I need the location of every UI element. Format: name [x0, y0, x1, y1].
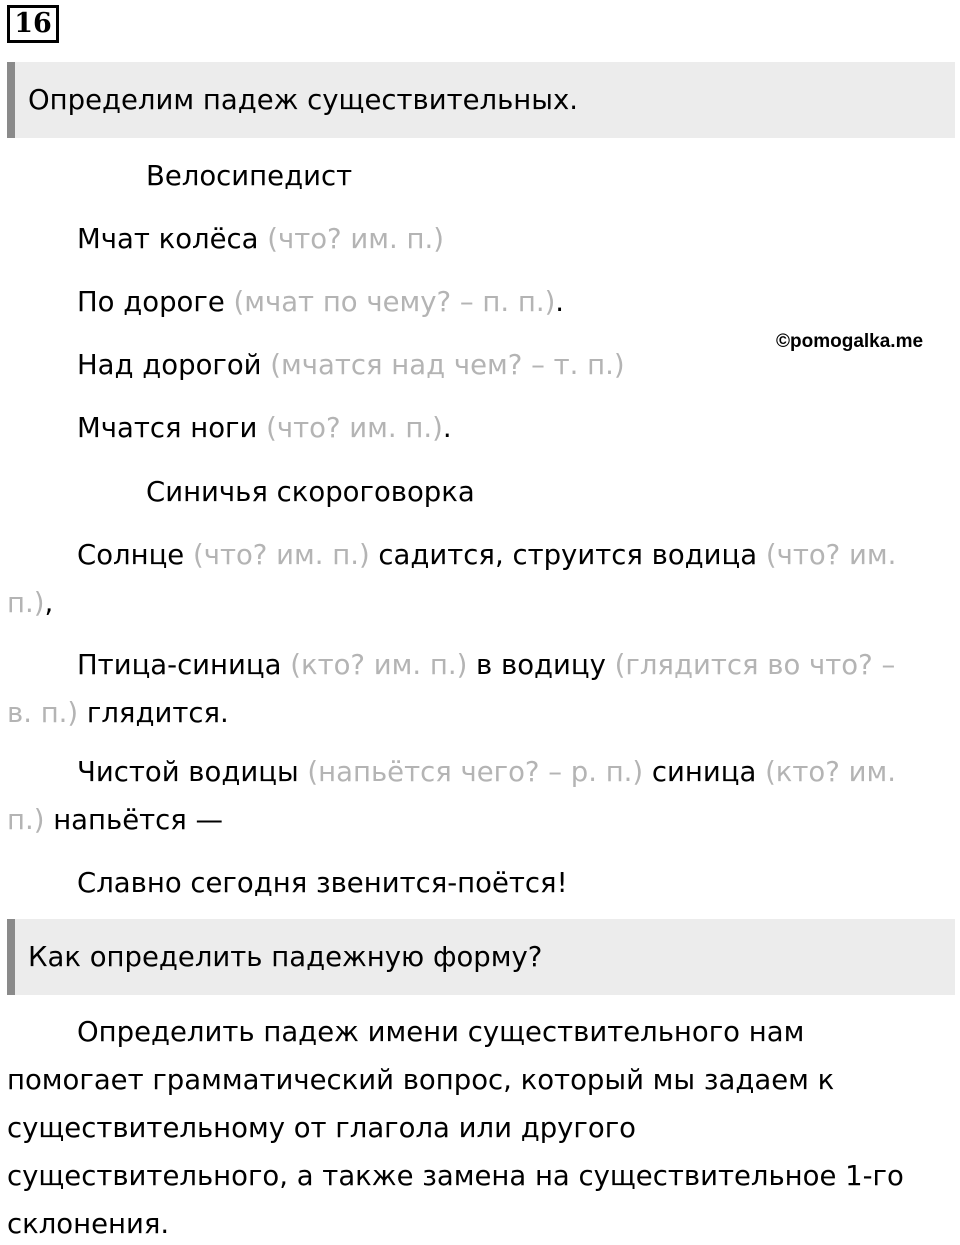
section-header-case: [7, 62, 955, 138]
case-hint: (напьётся чего? – р. п.): [307, 756, 644, 788]
poem-line: [77, 345, 625, 385]
poem-line: [77, 535, 896, 575]
case-hint: (что? им. п.): [192, 539, 370, 571]
task-number: 16: [7, 5, 59, 43]
case-hint: (что? им. п.): [266, 412, 443, 444]
poem-text: глядится.: [78, 697, 229, 729]
explanation-line: помогает грамматический вопрос, который мы задаем к: [7, 1064, 835, 1096]
section-header-how: [7, 919, 955, 995]
case-hint: (кто? им.: [765, 756, 896, 788]
poem-text: Чистой водицы: [77, 756, 308, 788]
poem-text: напьётся —: [44, 804, 224, 836]
case-hint: (кто? им. п.): [290, 649, 468, 681]
case-hint: (глядится во что? –: [614, 649, 896, 681]
poem-line: [77, 282, 564, 322]
explanation-line: Определить падеж имени существительного нам: [77, 1016, 805, 1048]
case-hint: (мчатся над чем? – т. п.): [270, 349, 625, 381]
case-hint: (мчат по чему? – п. п.): [233, 286, 556, 318]
poem-title: Синичья скороговорка: [146, 476, 475, 508]
poem-text: Мчатся ноги: [77, 412, 267, 444]
watermark: ©pomogalka.me: [776, 331, 924, 352]
case-hint: (что? им. п.): [267, 223, 444, 255]
poem-text: синица: [643, 756, 766, 788]
poem-text: Над дорогой: [77, 349, 271, 381]
explanation-line: существительному от глагола или другого: [7, 1112, 636, 1144]
poem-text: Солнце: [77, 539, 193, 571]
poem-line: [77, 645, 895, 685]
poem-text: Мчат колёса: [77, 223, 268, 255]
poem-line: [77, 219, 444, 259]
explanation-line: существительного, а также замена на существительное 1-го: [7, 1160, 904, 1192]
poem-line-continued: [7, 800, 223, 840]
poem-text: Птица-синица: [77, 649, 291, 681]
poem-line: Славно сегодня звенится-поётся!: [77, 867, 568, 899]
case-hint: (что? им.: [765, 539, 897, 571]
explanation-line: склонения.: [7, 1208, 170, 1240]
poem-text: в водицу: [467, 649, 615, 681]
poem-text: садится, струится водица: [369, 539, 766, 571]
poem-text: ,: [44, 587, 54, 619]
case-hint: п.): [7, 587, 45, 619]
poem-line-continued: [7, 583, 53, 623]
poem-text-tail: .: [442, 412, 452, 444]
section-title: Определим падеж существительных.: [28, 84, 579, 116]
section-title: Как определить падежную форму?: [28, 941, 543, 973]
case-hint: в. п.): [7, 697, 79, 729]
poem-text-tail: .: [555, 286, 565, 318]
poem-title: Велосипедист: [146, 160, 353, 192]
poem-line-continued: [7, 693, 229, 733]
poem-line: [77, 752, 896, 792]
poem-line: [77, 408, 452, 448]
poem-text: По дороге: [77, 286, 234, 318]
case-hint: п.): [7, 804, 45, 836]
